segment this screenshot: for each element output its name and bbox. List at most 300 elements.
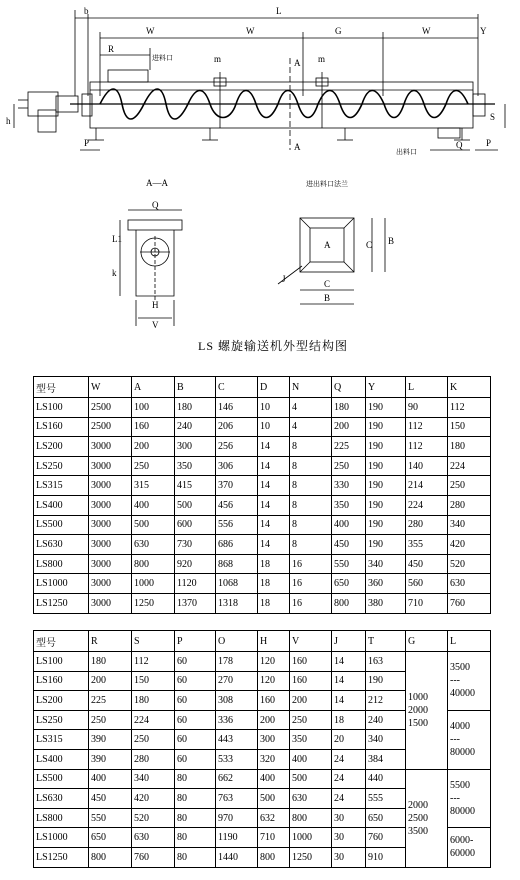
table-cell: 190 [366, 535, 406, 555]
table-cell: LS400 [34, 749, 89, 769]
table-row [34, 574, 491, 594]
table-row [34, 593, 491, 613]
table-cell: 190 [366, 456, 406, 476]
table-cell: 520 [448, 554, 491, 574]
table-cell: 3000 [89, 574, 132, 594]
table-cell: 250 [132, 456, 175, 476]
table-cell: 10 [258, 398, 290, 418]
table-cell: 650 [366, 808, 406, 828]
flange-label: 进出料口法兰 [306, 180, 348, 188]
table-cell: 140 [406, 456, 448, 476]
table-row [34, 652, 491, 672]
column-header: Q [332, 377, 366, 398]
table-cell: 336 [216, 710, 258, 730]
table-cell: 1068 [216, 574, 258, 594]
dim-label-J: J [282, 274, 286, 284]
table-cell: 600 [175, 515, 216, 535]
table-cell: 760 [366, 828, 406, 848]
table-cell: 10 [258, 417, 290, 437]
table-cell: 146 [216, 398, 258, 418]
table-cell: 300 [175, 437, 216, 457]
table-cell: 163 [366, 652, 406, 672]
table-cell: 763 [216, 789, 258, 809]
table-cell: 650 [332, 574, 366, 594]
table-cell: 300 [258, 730, 290, 750]
table-cell: 1000 [132, 574, 175, 594]
l-range-line: 4000 [450, 721, 470, 733]
table-cell: 910 [366, 847, 406, 867]
table-cell: 400 [132, 495, 175, 515]
table-cell: 970 [216, 808, 258, 828]
table-cell: 450 [89, 789, 132, 809]
l-range-line: 40000 [450, 688, 475, 700]
table-cell: 1318 [216, 593, 258, 613]
table-cell: LS100 [34, 398, 89, 418]
table-cell: 556 [216, 515, 258, 535]
column-header: V [290, 631, 332, 652]
column-header: A [132, 377, 175, 398]
dim-label-L1: L1 [112, 234, 122, 244]
table-cell: 80 [175, 769, 216, 789]
table-cell: 150 [132, 671, 175, 691]
table-cell: 3000 [89, 456, 132, 476]
table-cell: 224 [448, 456, 491, 476]
dim-label-h: h [6, 116, 11, 126]
table-cell: 3000 [89, 593, 132, 613]
table-cell: LS160 [34, 671, 89, 691]
table-cell: 160 [290, 671, 332, 691]
l-range-line: 60000 [450, 848, 475, 860]
g-range-line: 2000 [408, 704, 428, 716]
table-cell: 500 [132, 515, 175, 535]
table-cell: LS1250 [34, 847, 89, 867]
table-cell: 8 [290, 456, 332, 476]
table-cell: 1250 [132, 593, 175, 613]
table-cell: 8 [290, 476, 332, 496]
table-cell: 112 [406, 437, 448, 457]
table-cell: 160 [258, 691, 290, 711]
table-cell: 1000 [290, 828, 332, 848]
table-cell: 190 [366, 495, 406, 515]
table-cell: 270 [216, 671, 258, 691]
dim-label-V: V [152, 320, 159, 330]
table-cell: 80 [175, 828, 216, 848]
table-cell: 630 [290, 789, 332, 809]
table-cell: 520 [132, 808, 175, 828]
table-cell: 3000 [89, 437, 132, 457]
table-cell: LS800 [34, 554, 89, 574]
table-cell: 450 [332, 535, 366, 555]
table-cell: 250 [332, 456, 366, 476]
table-cell: 686 [216, 535, 258, 555]
table-cell: 800 [258, 847, 290, 867]
l-range-line: 80000 [450, 805, 475, 817]
conveyor-drawing [0, 0, 520, 370]
l-range-line: --- [450, 734, 460, 746]
table-cell: 120 [258, 652, 290, 672]
table-cell: 400 [89, 769, 132, 789]
table-cell: LS630 [34, 789, 89, 809]
table-cell: LS630 [34, 535, 89, 555]
table-cell: 200 [258, 710, 290, 730]
table-cell: 662 [216, 769, 258, 789]
table-cell: 190 [366, 515, 406, 535]
table-cell: 280 [406, 515, 448, 535]
table-cell: 1370 [175, 593, 216, 613]
table-cell: 710 [406, 593, 448, 613]
table-cell: 3000 [89, 476, 132, 496]
table-cell: 180 [132, 691, 175, 711]
dim-label-P-right: P [486, 138, 492, 148]
table-cell: 16 [290, 554, 332, 574]
dim-label-H: H [152, 300, 159, 310]
table-cell: 390 [89, 749, 132, 769]
table-cell: 190 [366, 417, 406, 437]
column-header: L [406, 377, 448, 398]
table-cell: 800 [332, 593, 366, 613]
table-cell: 60 [175, 749, 216, 769]
table-cell: 800 [89, 847, 132, 867]
table-cell: 8 [290, 437, 332, 457]
table-cell: 450 [406, 554, 448, 574]
column-header: O [216, 631, 258, 652]
table-cell: 190 [366, 671, 406, 691]
table-row [34, 769, 491, 789]
table-header-row [34, 631, 491, 652]
table-cell: 224 [406, 495, 448, 515]
table-cell: 555 [366, 789, 406, 809]
table-cell: 440 [366, 769, 406, 789]
table-cell: 80 [175, 789, 216, 809]
table-cell: 560 [406, 574, 448, 594]
table-row [34, 495, 491, 515]
outlet-label: 出料口 [396, 148, 417, 156]
table-cell: 18 [258, 554, 290, 574]
table-cell: 370 [216, 476, 258, 496]
column-header: Y [366, 377, 406, 398]
l-range-line: 6000- [450, 835, 474, 847]
table-cell: 206 [216, 417, 258, 437]
spec-table-1 [33, 376, 491, 614]
table-cell: 256 [216, 437, 258, 457]
table-cell: 3000 [89, 554, 132, 574]
table-cell: 360 [366, 574, 406, 594]
table-cell: 16 [290, 593, 332, 613]
column-header: R [89, 631, 132, 652]
table-cell: 315 [132, 476, 175, 496]
dim-label-B-horiz: B [324, 293, 331, 303]
l-range-cell [448, 769, 491, 828]
dim-label-k: k [112, 268, 117, 278]
table-cell: 225 [89, 691, 132, 711]
table-cell: 24 [332, 749, 366, 769]
table-cell: 868 [216, 554, 258, 574]
table-cell: 250 [132, 730, 175, 750]
table-cell: LS800 [34, 808, 89, 828]
table-cell: 24 [332, 769, 366, 789]
table-cell: 180 [175, 398, 216, 418]
column-header: H [258, 631, 290, 652]
table-cell: 456 [216, 495, 258, 515]
table-cell: 550 [332, 554, 366, 574]
table-cell: 16 [290, 574, 332, 594]
column-header: S [132, 631, 175, 652]
dim-label-Q-top: Q [456, 140, 463, 150]
dim-label-A-flange: A [324, 240, 331, 250]
table-cell: 350 [175, 456, 216, 476]
table-cell: 80 [175, 808, 216, 828]
table-cell: 150 [448, 417, 491, 437]
g-range-line: 1000 [408, 691, 428, 703]
table-cell: 200 [290, 691, 332, 711]
dim-label-B-vert: B [388, 236, 395, 246]
table-cell: 120 [258, 671, 290, 691]
table-cell: 60 [175, 652, 216, 672]
dim-label-C-vert: C [366, 240, 373, 250]
table-cell: 224 [132, 710, 175, 730]
table-cell: 1440 [216, 847, 258, 867]
dim-label-L: L [276, 6, 282, 16]
table-cell: LS250 [34, 456, 89, 476]
table-cell: 160 [290, 652, 332, 672]
table-cell: 1120 [175, 574, 216, 594]
table-cell: 3000 [89, 515, 132, 535]
column-header: 型号 [34, 377, 89, 398]
g-range-cell [406, 769, 448, 867]
table-cell: 250 [89, 710, 132, 730]
table-cell: 8 [290, 515, 332, 535]
table-cell: LS100 [34, 652, 89, 672]
table-cell: 112 [406, 417, 448, 437]
table-row [34, 456, 491, 476]
drawing-caption: LS 螺旋输送机外型结构图 [198, 339, 349, 353]
table-cell: 280 [448, 495, 491, 515]
table-cell: 384 [366, 749, 406, 769]
column-header: C [216, 377, 258, 398]
table-cell: 3000 [89, 535, 132, 555]
table-cell: 200 [332, 417, 366, 437]
column-header: W [89, 377, 132, 398]
table-cell: 180 [448, 437, 491, 457]
table-cell: 200 [89, 671, 132, 691]
table-row [34, 417, 491, 437]
table-cell: 500 [290, 769, 332, 789]
table-cell: 400 [258, 769, 290, 789]
table-cell: 60 [175, 730, 216, 750]
table-cell: 180 [89, 652, 132, 672]
table-cell: 14 [258, 437, 290, 457]
dim-label-C-horiz: C [324, 279, 331, 289]
column-header: T [366, 631, 406, 652]
table-cell: LS400 [34, 495, 89, 515]
table-cell: 390 [89, 730, 132, 750]
l-range-line: 5500 [450, 779, 470, 791]
table-cell: LS500 [34, 769, 89, 789]
column-header: G [406, 631, 448, 652]
table-cell: LS200 [34, 691, 89, 711]
table-cell: 760 [448, 593, 491, 613]
table-cell: 30 [332, 828, 366, 848]
table-cell: 443 [216, 730, 258, 750]
dim-label-S: S [490, 112, 496, 122]
column-header: 型号 [34, 631, 89, 652]
table-cell: 630 [448, 574, 491, 594]
dim-label-b: b [84, 6, 89, 16]
table-cell: 20 [332, 730, 366, 750]
table-cell: 240 [366, 710, 406, 730]
table-row [34, 554, 491, 574]
table-cell: 112 [448, 398, 491, 418]
table-cell: 340 [132, 769, 175, 789]
table-cell: 14 [258, 515, 290, 535]
column-header: D [258, 377, 290, 398]
table-cell: 650 [89, 828, 132, 848]
table-cell: 250 [448, 476, 491, 496]
dim-label-Q-section: Q [152, 200, 159, 210]
table-cell: 330 [332, 476, 366, 496]
table-cell: 214 [406, 476, 448, 496]
table-cell: 250 [290, 710, 332, 730]
table-cell: 730 [175, 535, 216, 555]
table-cell: 14 [332, 671, 366, 691]
table-cell: 400 [290, 749, 332, 769]
column-header: B [175, 377, 216, 398]
dim-label-m2: m [318, 54, 326, 64]
dim-label-W2: W [246, 26, 255, 36]
table-cell: 306 [216, 456, 258, 476]
table-cell: 3000 [89, 495, 132, 515]
table-cell: 380 [366, 593, 406, 613]
table-cell: 60 [175, 691, 216, 711]
table-cell: 112 [132, 652, 175, 672]
table-cell: 18 [332, 710, 366, 730]
table-cell: 533 [216, 749, 258, 769]
l-range-cell [448, 828, 491, 867]
table-cell: 160 [132, 417, 175, 437]
table-cell: 500 [175, 495, 216, 515]
l-range-line: --- [450, 675, 460, 687]
dim-label-W1: W [146, 26, 155, 36]
table-cell: LS1000 [34, 828, 89, 848]
table-cell: 500 [258, 789, 290, 809]
table-cell: 24 [332, 789, 366, 809]
table-cell: 190 [366, 398, 406, 418]
table-cell: 800 [132, 554, 175, 574]
table-cell: 350 [332, 495, 366, 515]
g-range-line: 2000 [408, 799, 428, 811]
g-range-line: 2500 [408, 812, 428, 824]
table-cell: 60 [175, 710, 216, 730]
dim-label-m1: m [214, 54, 222, 64]
table-cell: LS250 [34, 710, 89, 730]
table-cell: 240 [175, 417, 216, 437]
table-cell: 320 [258, 749, 290, 769]
l-range-line: --- [450, 792, 460, 804]
table-cell: 420 [448, 535, 491, 555]
l-range-cell [448, 652, 491, 711]
table-row [34, 437, 491, 457]
dim-label-Y: Y [480, 26, 487, 36]
table-cell: LS1250 [34, 593, 89, 613]
table-cell: 630 [132, 535, 175, 555]
table-cell: 710 [258, 828, 290, 848]
g-range-line: 3500 [408, 825, 428, 837]
table-cell: 340 [448, 515, 491, 535]
g-range-cell [406, 652, 448, 770]
table-cell: 350 [290, 730, 332, 750]
table-cell: 212 [366, 691, 406, 711]
table-cell: 355 [406, 535, 448, 555]
table-cell: 200 [132, 437, 175, 457]
l-range-cell [448, 710, 491, 769]
table-cell: LS315 [34, 730, 89, 750]
spec-table-2 [33, 630, 491, 868]
dim-label-W3: W [422, 26, 431, 36]
table-cell: 14 [332, 691, 366, 711]
table-cell: 1190 [216, 828, 258, 848]
table-cell: 760 [132, 847, 175, 867]
table-cell: LS200 [34, 437, 89, 457]
table-cell: 225 [332, 437, 366, 457]
table-cell: LS500 [34, 515, 89, 535]
dim-label-A-bottom: A [294, 142, 301, 152]
table-cell: 18 [258, 574, 290, 594]
table-cell: 2500 [89, 398, 132, 418]
g-range-line: 1500 [408, 717, 428, 729]
column-header: P [175, 631, 216, 652]
l-range-line: 3500 [450, 662, 470, 674]
dim-label-A-top: A [294, 58, 301, 68]
dim-label-G: G [335, 26, 342, 36]
inlet-label: 进料口 [152, 54, 173, 62]
column-header: N [290, 377, 332, 398]
table-cell: 308 [216, 691, 258, 711]
table-cell: 550 [89, 808, 132, 828]
table-cell: 4 [290, 398, 332, 418]
table-cell: 8 [290, 495, 332, 515]
table-cell: 60 [175, 671, 216, 691]
l-range-line: 80000 [450, 747, 475, 759]
table-cell: 400 [332, 515, 366, 535]
table-cell: 2500 [89, 417, 132, 437]
column-header: L [448, 631, 491, 652]
table-cell: 415 [175, 476, 216, 496]
table-cell: 340 [366, 730, 406, 750]
table-row [34, 476, 491, 496]
table-cell: 14 [258, 495, 290, 515]
table-row [34, 515, 491, 535]
table-cell: 1250 [290, 847, 332, 867]
table-header-row [34, 377, 491, 398]
table-cell: 30 [332, 847, 366, 867]
column-header: K [448, 377, 491, 398]
table-cell: 280 [132, 749, 175, 769]
table-cell: 340 [366, 554, 406, 574]
column-header: J [332, 631, 366, 652]
table-cell: LS160 [34, 417, 89, 437]
table-cell: 8 [290, 535, 332, 555]
table-cell: 180 [332, 398, 366, 418]
table-cell: 90 [406, 398, 448, 418]
table-cell: 920 [175, 554, 216, 574]
table-cell: 80 [175, 847, 216, 867]
table-cell: 800 [290, 808, 332, 828]
dim-label-R: R [108, 44, 115, 54]
table-cell: LS315 [34, 476, 89, 496]
table-cell: 630 [132, 828, 175, 848]
table-cell: 14 [258, 476, 290, 496]
table-cell: 100 [132, 398, 175, 418]
